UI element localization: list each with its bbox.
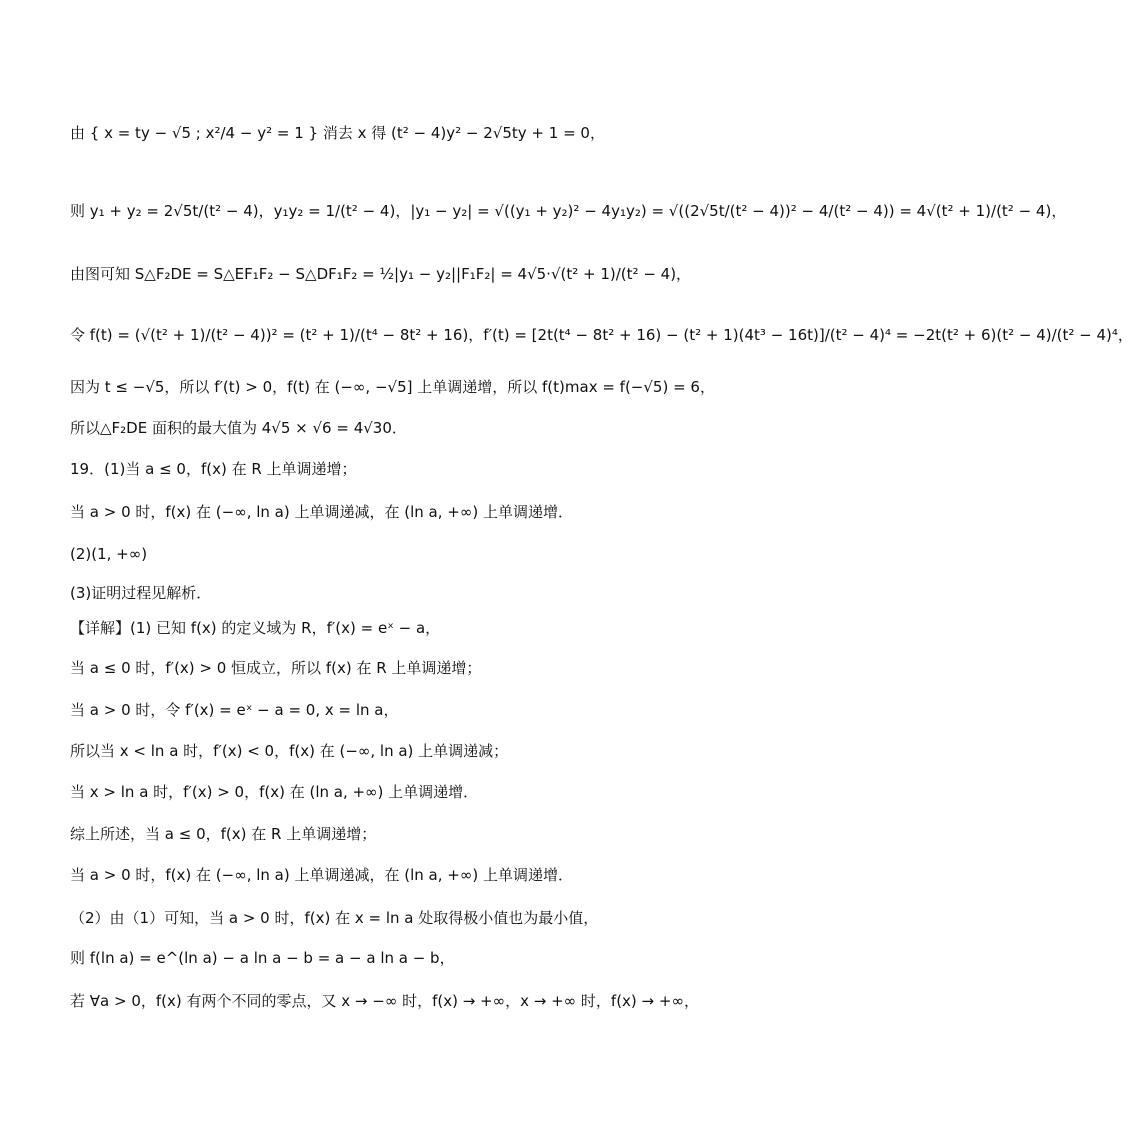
text-line: 当 a > 0 时，f(x) 在 (−∞, ln a) 上单调递减，在 (ln a, +∞) 上单调递增． (70, 866, 573, 884)
text-line: 综上所述，当 a ≤ 0，f(x) 在 R 上单调递增； (70, 825, 377, 843)
text-line: 19．(1)当 a ≤ 0，f(x) 在 R 上单调递增； (70, 460, 357, 478)
text-line: 令 f(t) = (√(t² + 1)/(t² − 4))² = (t² + 1)/(t⁴ − 8t² + 16)，f′(t) = [2t(t⁴ − 8t² + 16) − (t² + 1)(4t³ − 16t)]/(t² − 4)⁴ = −2t(t² + 6)(t² − 4)/(t² − 4)⁴， (70, 326, 1133, 344)
text-line: 则 f(ln a) = e^(ln a) − a ln a − b = a − a ln a − b， (70, 949, 455, 967)
text-line: 因为 t ≤ −√5，所以 f′(t) > 0，f(t) 在 (−∞, −√5] 上单调递增，所以 f(t)max = f(−√5) = 6， (70, 378, 715, 396)
text-line: 所以当 x < ln a 时，f′(x) < 0，f(x) 在 (−∞, ln a) 上单调递减； (70, 742, 509, 760)
text-line: 由图可知 S△F₂DE = S△EF₁F₂ − S△DF₁F₂ = ½|y₁ − y₂||F₁F₂| = 4√5·√(t² + 1)/(t² − 4)， (70, 265, 692, 283)
text-line: 当 a > 0 时，f(x) 在 (−∞, ln a) 上单调递减，在 (ln a, +∞) 上单调递增． (70, 503, 573, 521)
text-line: 若 ∀a > 0，f(x) 有两个不同的零点，又 x → −∞ 时，f(x) → +∞，x → +∞ 时，f(x) → +∞， (70, 992, 699, 1010)
text-line: 【详解】(1) 已知 f(x) 的定义域为 R，f′(x) = eˣ − a， (70, 619, 441, 637)
text-line: 则 y₁ + y₂ = 2√5t/(t² − 4)，y₁y₂ = 1/(t² − 4)，|y₁ − y₂| = √((y₁ + y₂)² − 4y₁y₂) = √((2√5t/(t² − 4))² − 4/(t² − 4)) = 4√(t² + 1)/(t² − 4)， (70, 202, 1067, 220)
text-line: 当 a > 0 时，令 f′(x) = eˣ − a = 0, x = ln a， (70, 701, 399, 719)
text-line: 由 { x = ty − √5 ; x²/4 − y² = 1 } 消去 x 得 (t² − 4)y² − 2√5ty + 1 = 0， (70, 124, 605, 142)
text-line: 当 x > ln a 时，f′(x) > 0，f(x) 在 (ln a, +∞) 上单调递增． (70, 783, 479, 801)
text-line: 当 a ≤ 0 时，f′(x) > 0 恒成立，所以 f(x) 在 R 上单调递增； (70, 659, 482, 677)
text-line: (2)(1, +∞) (70, 545, 148, 563)
text-line: 所以△F₂DE 面积的最大值为 4√5 × √6 = 4√30． (70, 419, 407, 437)
text-line: （2）由（1）可知，当 a > 0 时，f(x) 在 x = ln a 处取得极小值也为最小值， (70, 909, 599, 927)
text-line: (3)证明过程见解析． (70, 584, 212, 602)
